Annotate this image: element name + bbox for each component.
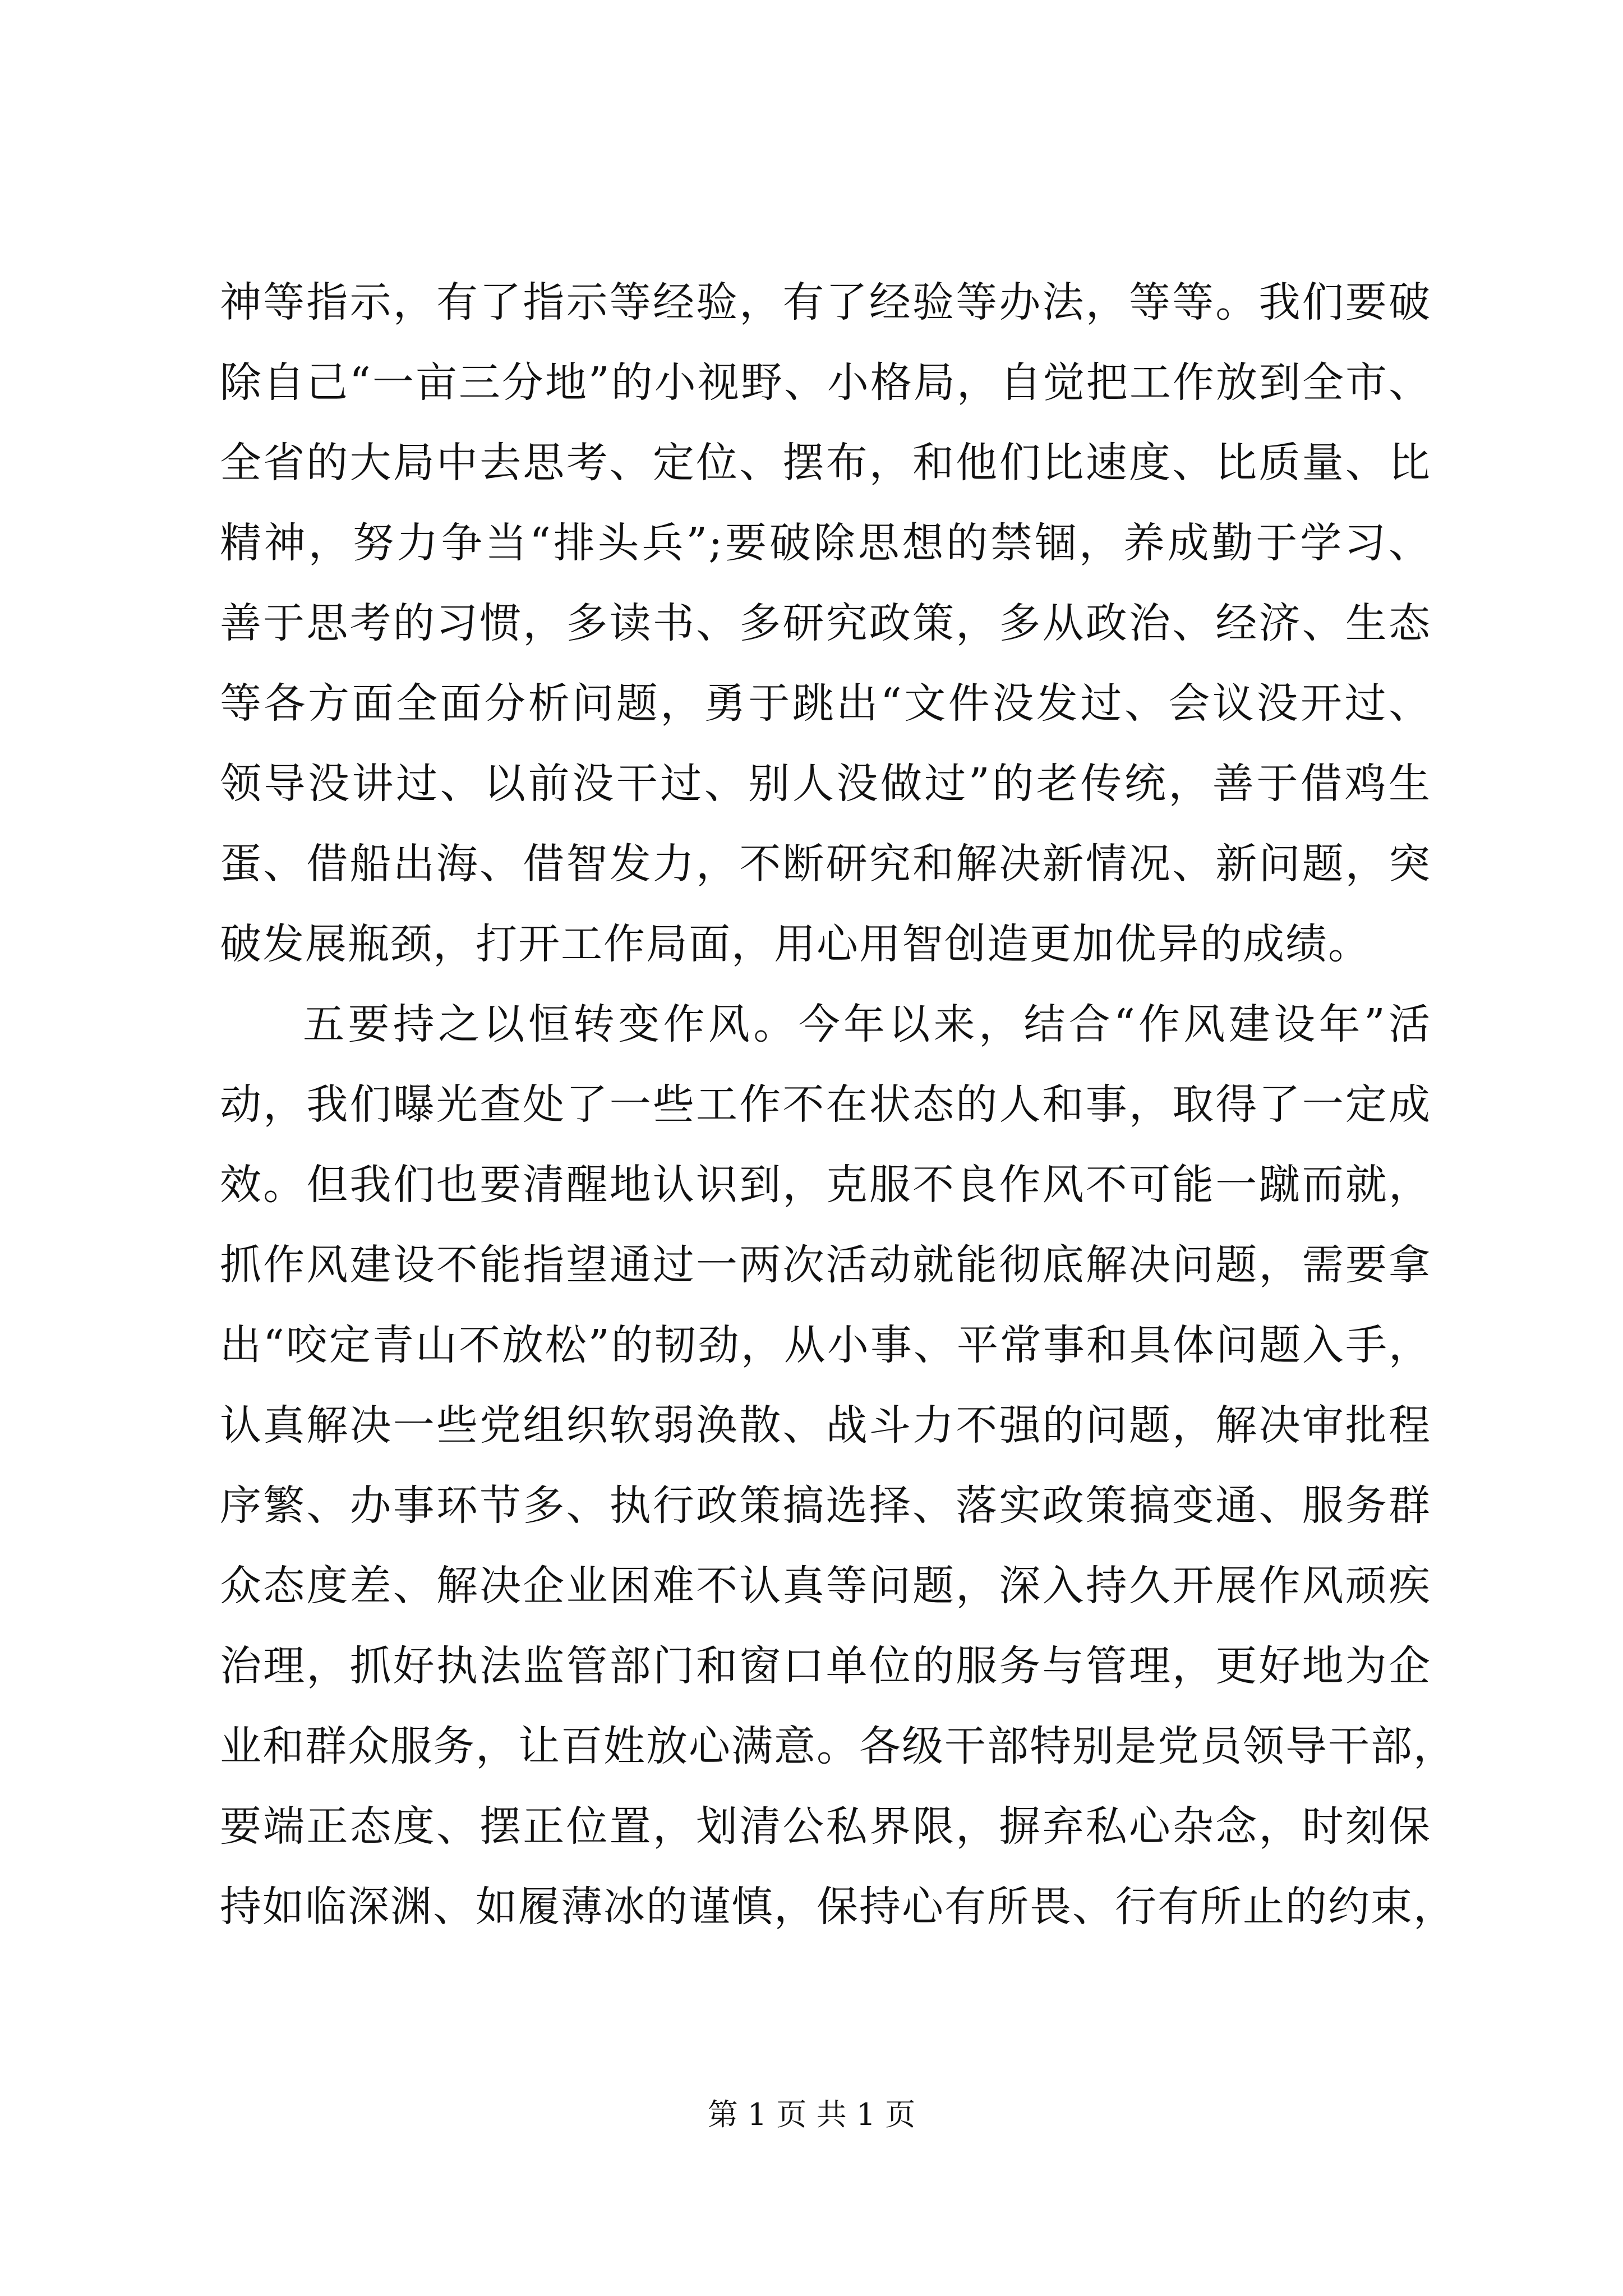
text-line: 除自己“一亩三分地”的小视野、小格局，自觉把工作放到全市、	[220, 358, 1431, 407]
text-line: 认真解决一些党组织软弱涣散、战斗力不强的问题，解决审批程	[220, 1401, 1431, 1450]
page-number-label: 第 1 页 共 1 页	[707, 2097, 916, 2132]
text-line: 效。但我们也要清醒地认识到，克服不良作风不可能一蹴而就，	[220, 1161, 1431, 1209]
text-line: 业和群众服务，让百姓放心满意。各级干部特别是党员领导干部，	[220, 1722, 1456, 1770]
text-line: 要端正态度、摆正位置，划清公私界限，摒弃私心杂念，时刻保	[220, 1802, 1431, 1851]
text-line: 蛋、借船出海、借智发力，不断研究和解决新情况、新问题，突	[220, 840, 1431, 888]
text-line: 善于思考的习惯，多读书、多研究政策，多从政治、经济、生态	[220, 599, 1431, 647]
paragraph-first-line: 五要持之以恒转变作风。今年以来，结合“作风建设年”活	[303, 1000, 1431, 1048]
text-line: 序繁、办事环节多、执行政策搞选择、落实政策搞变通、服务群	[220, 1481, 1431, 1530]
text-line: 治理，抓好执法监管部门和窗口单位的服务与管理，更好地为企	[220, 1642, 1431, 1690]
text-line: 众态度差、解决企业困难不认真等问题，深入持久开展作风顽疾	[220, 1562, 1431, 1610]
text-line: 精神，努力争当“排头兵”;要破除思想的禁锢，养成勤于学习、	[220, 519, 1431, 567]
text-line: 神等指示，有了指示等经验，有了经验等办法，等等。我们要破	[220, 278, 1431, 326]
text-line: 抓作风建设不能指望通过一两次活动就能彻底解决问题，需要拿	[220, 1241, 1431, 1289]
text-line: 破发展瓶颈，打开工作局面，用心用智创造更加优异的成绩。	[220, 920, 1371, 968]
text-line: 出“咬定青山不放松”的韧劲，从小事、平常事和具体问题入手，	[220, 1321, 1431, 1369]
text-line: 领导没讲过、以前没干过、别人没做过”的老传统，善于借鸡生	[220, 760, 1431, 808]
text-line: 动，我们曝光查处了一些工作不在状态的人和事，取得了一定成	[220, 1080, 1431, 1129]
text-line: 等各方面全面分析问题，勇于跳出“文件没发过、会议没开过、	[220, 679, 1431, 728]
text-line: 持如临深渊、如履薄冰的谨慎，保持心有所畏、行有所止的约束，	[220, 1883, 1456, 1931]
page-footer	[0, 2095, 1623, 2134]
text-line: 全省的大局中去思考、定位、摆布，和他们比速度、比质量、比	[220, 439, 1431, 487]
document-body	[220, 263, 1456, 1947]
